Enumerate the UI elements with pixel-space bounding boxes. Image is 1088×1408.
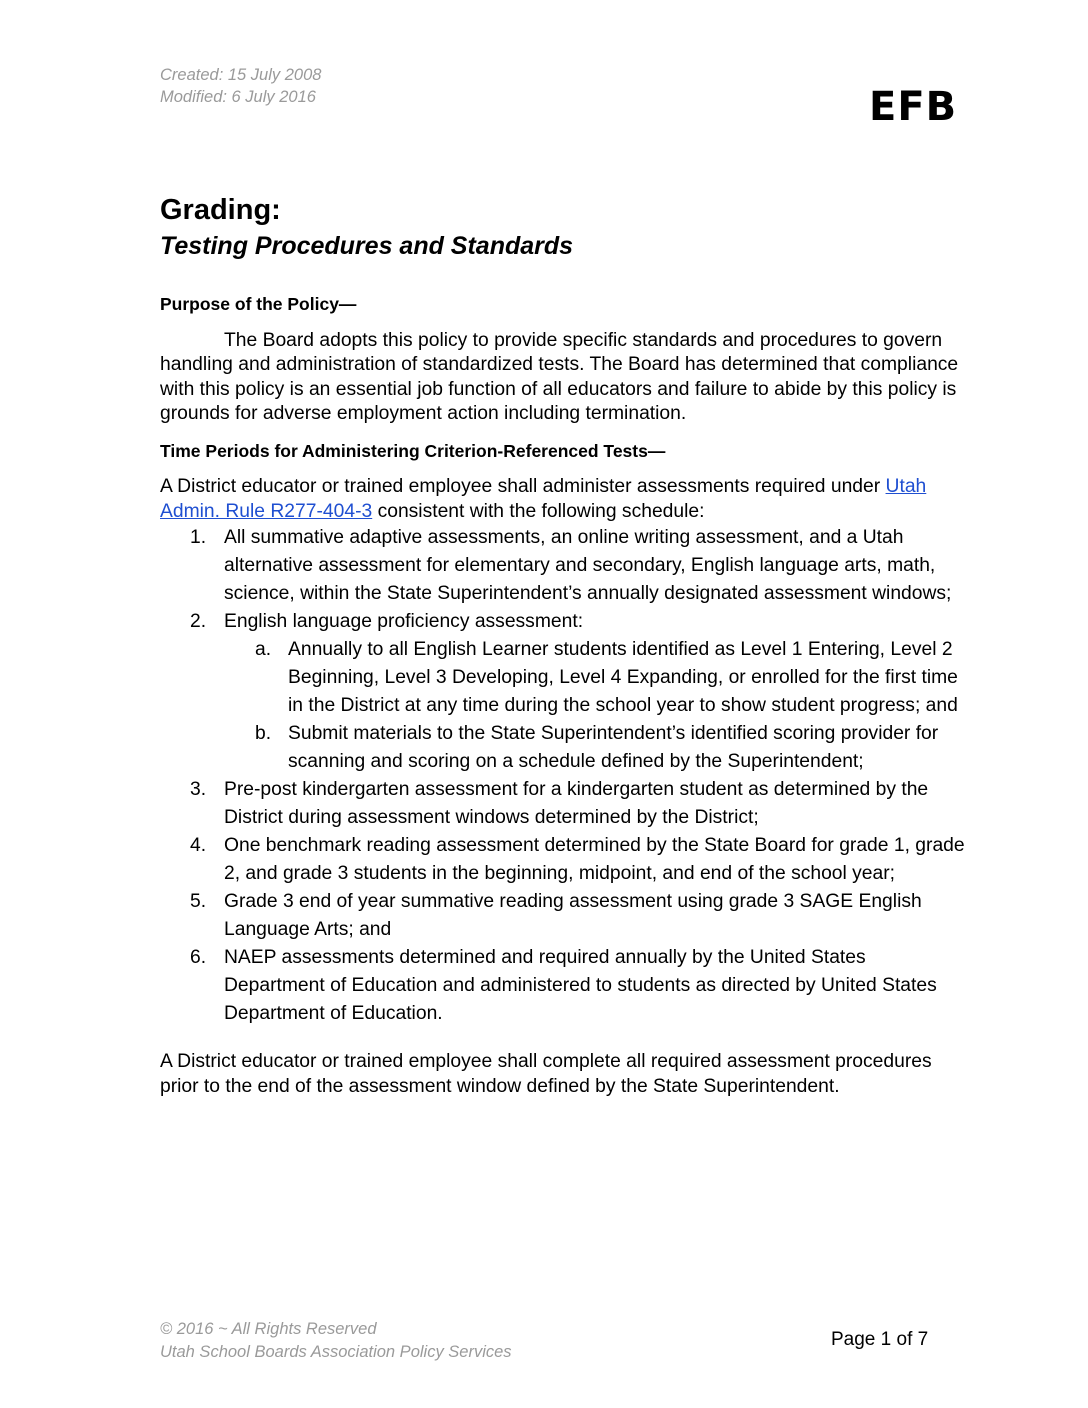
list-item-text: English language proficiency assessment: [224, 611, 584, 632]
list-item-number: 4. [190, 835, 207, 856]
intro-text-after: consistent with the following schedule: [372, 500, 705, 522]
list-item-number: 2. [190, 611, 207, 632]
purpose-paragraph: The Board adopts this policy to provide specific standards and procedures to govern handling and administration of standardized tests. The Board has determined that compliance with this policy is an essential job function of all educators and failure to abide by this policy is grounds for adverse employment action including termination. [160, 329, 959, 424]
footer-credits [160, 1318, 512, 1364]
list-item-text: NAEP assessments determined and required annually by the United States Department of Education and administered to students as directed by United States Department of Education. [224, 947, 937, 1024]
document-meta [160, 64, 321, 108]
modified-date: Modified: 6 July 2016 [160, 88, 316, 106]
publisher-name: Utah School Boards Association Policy Services [160, 1343, 512, 1361]
page-subtitle: Testing Procedures and Standards [160, 232, 574, 260]
document-body [160, 292, 970, 1099]
list-item [160, 888, 970, 944]
policy-code: EFB [869, 84, 958, 130]
copyright-notice: © 2016 ~ All Rights Reserved [160, 1320, 377, 1338]
sub-list-item [224, 720, 970, 776]
sub-list-item-text: Submit materials to the State Superintendent’s identified scoring provider for scanning and scoring on a schedule defined by the Superintendent; [288, 723, 939, 772]
time-periods-intro [160, 475, 970, 524]
sub-list-item [224, 636, 970, 720]
sub-list-item-letter: a. [255, 639, 272, 660]
closing-paragraph: A District educator or trained employee shall complete all required assessment procedures prior to the end of the assessment window defined by the State Superintendent. [160, 1051, 932, 1097]
list-item [160, 776, 970, 832]
intro-text-before: A District educator or trained employee shall administer assessments required under [160, 476, 886, 497]
list-item-text: Pre-post kindergarten assessment for a kindergarten student as determined by the District during assessment windows determined by the District; [224, 779, 929, 828]
list-item [160, 608, 970, 776]
list-item-number: 1. [190, 527, 207, 548]
list-item-text: One benchmark reading assessment determined by the State Board for grade 1, grade 2, and grade 3 students in the beginning, midpoint, and end of the school year; [224, 835, 965, 884]
purpose-heading: Purpose of the Policy— [160, 294, 357, 314]
page-title: Grading: [160, 194, 281, 226]
list-item-number: 5. [190, 891, 207, 912]
sub-list-item-text: Annually to all English Learner students identified as Level 1 Entering, Level 2 Beginning, Level 3 Developing, Level 4 Expanding, or enrolled for the first time in the District at any time during the school year to show student progress; and [288, 639, 958, 716]
sub-list [224, 636, 970, 776]
list-item-number: 6. [190, 947, 207, 968]
page-number: Page 1 of 7 [831, 1329, 929, 1350]
list-item [160, 944, 970, 1028]
created-date: Created: 15 July 2008 [160, 66, 322, 84]
sub-list-item-letter: b. [255, 723, 272, 744]
rule-link[interactable]: Utah Admin. Rule R277-404-3 [160, 476, 927, 522]
list-item [160, 524, 970, 608]
list-item-text: All summative adaptive assessments, an online writing assessment, and a Utah alternative assessment for elementary and secondary, English language arts, math, science, within the State Superintendent’s annually designated assessment windows; [224, 527, 952, 604]
schedule-list [160, 524, 970, 1028]
time-periods-heading: Time Periods for Administering Criterion-Referenced Tests— [160, 440, 666, 461]
list-item [160, 832, 970, 888]
list-item-number: 3. [190, 779, 207, 800]
list-item-text: Grade 3 end of year summative reading assessment using grade 3 SAGE English Language Arts; and [224, 891, 922, 940]
